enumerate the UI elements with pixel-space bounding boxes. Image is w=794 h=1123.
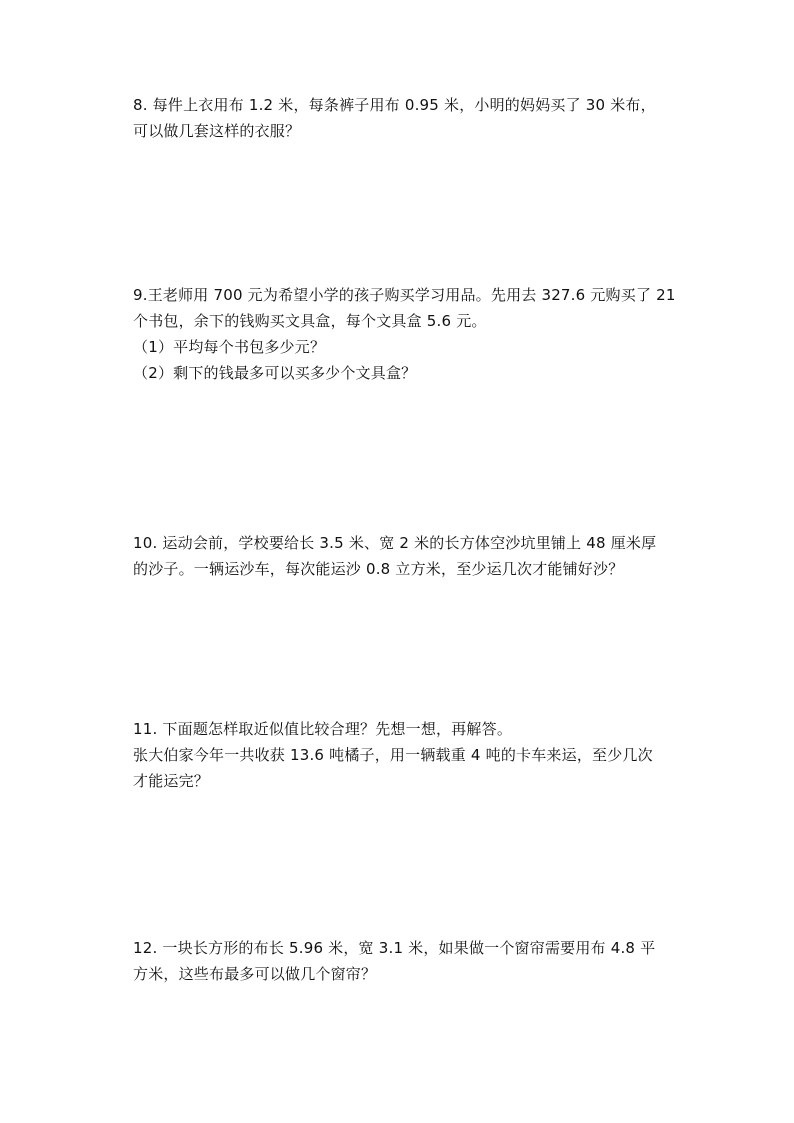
problem-9-subquestion-1: （1）平均每个书包多少元？: [133, 338, 326, 356]
problem-8-line-1: 8. 每件上衣用布 1.2 米，每条裤子用布 0.95 米，小明的妈妈买了 30 米布，: [133, 96, 656, 114]
problem-11: [133, 716, 678, 794]
problem-9-subquestion-2: （2）剩下的钱最多可以买多少个文具盒？: [133, 364, 417, 382]
problem-9-line-1: 9.王老师用 700 元为希望小学的孩子购买学习用品。先用去 327.6 元购买了 21: [133, 286, 676, 304]
problem-12-line-1: 12. 一块长方形的布长 5.96 米，宽 3.1 米，如果做一个窗帘需要用布 4.8 平: [133, 939, 656, 957]
problem-10-line-1: 10. 运动会前，学校要给长 3.5 米、宽 2 米的长方体空沙坑里铺上 48 厘米厚: [133, 534, 657, 552]
problem-11-line-3: 才能运完？: [133, 772, 210, 790]
problem-11-line-2: 张大伯家今年一共收获 13.6 吨橘子，用一辆载重 4 吨的卡车来运，至少几次: [133, 746, 653, 764]
problem-8-line-2: 可以做几套这样的衣服？: [133, 122, 301, 140]
problem-9: [133, 282, 678, 386]
problem-9-line-2: 个书包，余下的钱购买文具盒，每个文具盒 5.6 元。: [133, 312, 487, 330]
problem-8: [133, 92, 678, 144]
problem-11-line-1: 11. 下面题怎样取近似值比较合理？先想一想，再解答。: [133, 720, 513, 738]
problem-12-line-2: 方米，这些布最多可以做几个窗帘？: [133, 965, 377, 983]
problem-12: [133, 935, 678, 987]
problem-10-line-2: 的沙子。一辆运沙车，每次能运沙 0.8 立方米，至少运几次才能铺好沙？: [133, 560, 624, 578]
problem-10: [133, 530, 678, 582]
